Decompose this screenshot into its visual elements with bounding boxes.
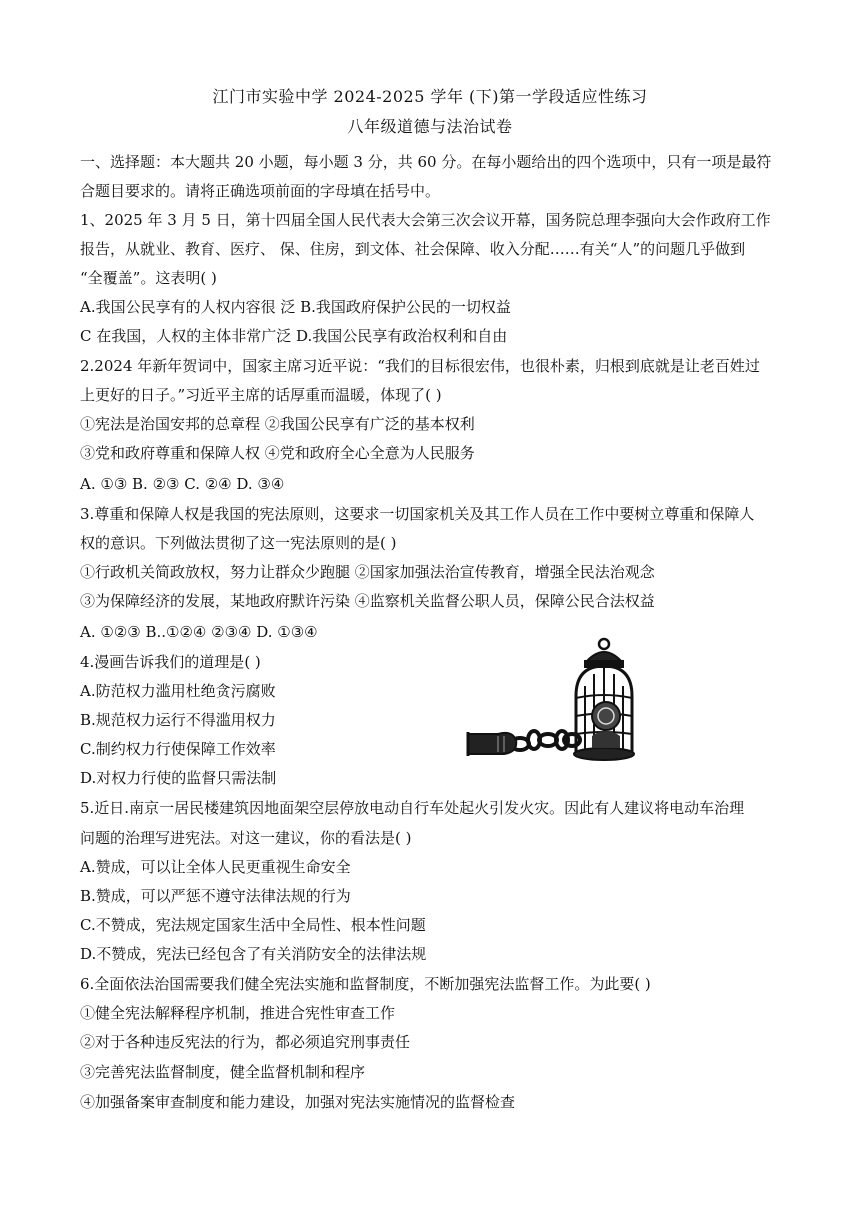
q5-option-d: D.不赞成，宪法已经包含了有关消防安全的法律法规: [80, 945, 427, 963]
section-intro-cont: 合题目要求的。请将正确选项前面的字母填在括号中。: [80, 182, 441, 200]
q2-choices-34: ③党和政府尊重和保障人权 ④党和政府全心全意为人民服务: [80, 444, 475, 462]
q4-option-d: D.对权力行使的监督只需法制: [80, 769, 277, 787]
exam-subtitle: 八年级道德与法治试卷: [347, 117, 513, 136]
q4-option-c: C.制约权力行使保障工作效率: [80, 740, 276, 758]
caged-power-cartoon-icon: [464, 636, 654, 768]
q3-options: A. ①②③ B..①②④ ②③④ D. ①③④: [80, 623, 318, 641]
q5-stem-cont: 问题的治理写进宪法。对这一建议，你的看法是( ): [80, 829, 412, 847]
exam-title: 江门市实验中学 2024-2025 学年 (下)第一学段适应性练习: [212, 87, 648, 106]
q2-stem: 2.2024 年新年贺词中，国家主席习近平说：“我们的目标很宏伟，也很朴素，归根到底就是让老百姓过: [80, 357, 760, 375]
q1-stem: 1、2025 年 3 月 5 日，第十四届全国人民代表大会第三次会议开幕，国务院总理李强向大会作政府工作: [80, 211, 771, 229]
q6-choice-4: ④加强备案审查制度和能力建设，加强对宪法实施情况的监督检查: [80, 1093, 516, 1111]
q6-choice-3: ③完善宪法监督制度，健全监督机制和程序: [80, 1063, 366, 1081]
q4-option-a: A.防范权力滥用杜绝贪污腐败: [80, 682, 276, 700]
q6-stem: 6.全面依法治国需要我们健全宪法实施和监督制度，不断加强宪法监督工作。为此要( ): [80, 975, 651, 993]
q6-choice-2: ②对于各种违反宪法的行为，都必须追究刑事责任: [80, 1033, 411, 1051]
q2-stem-cont: 上更好的日子。”习近平主席的话厚重而温暖，体现了( ): [80, 386, 442, 404]
q1-stem-end: “全覆盖”。这表明( ): [80, 269, 217, 287]
q2-options: A. ①③ B. ②③ C. ②④ D. ③④: [80, 475, 285, 493]
q5-stem: 5.近日.南京一居民楼建筑因地面架空层停放电动自行车处起火引发火灾。因此有人建议将电动车治理: [80, 799, 745, 817]
q1-options-cd: C 在我国，人权的主体非常广泛 D.我国公民享有政治权利和自由: [80, 327, 508, 345]
q1-options-ab: A.我国公民享有的人权内容很 泛 B.我国政府保护公民的一切权益: [80, 298, 511, 316]
q3-stem-cont: 权的意识。下列做法贯彻了这一宪法原则的是( ): [80, 534, 397, 552]
q3-choices-34: ③为保障经济的发展，某地政府默许污染 ④监察机关监督公职人员，保障公民合法权益: [80, 592, 655, 610]
q5-option-a: A.赞成，可以让全体人民更重视生命安全: [80, 858, 351, 876]
section-intro: 一、选择题：本大题共 20 小题，每小题 3 分，共 60 分。在每小题给出的四个选项中，只有一项是最符: [80, 153, 772, 171]
q3-choices-12: ①行政机关简政放权，努力让群众少跑腿 ②国家加强法治宣传教育，增强全民法治观念: [80, 563, 655, 581]
q4-stem: 4.漫画告诉我们的道理是( ): [80, 653, 261, 671]
q1-stem-cont: 报告，从就业、教育、医疗、 保、住房，到文体、社会保障、收入分配……有关“人”的问题几乎做到: [80, 240, 746, 258]
q3-stem: 3.尊重和保障人权是我国的宪法原则，这要求一切国家机关及其工作人员在工作中要树立尊重和保障人: [80, 505, 755, 523]
q6-choice-1: ①健全宪法解释程序机制，推进合宪性审查工作: [80, 1004, 396, 1022]
q5-option-b: B.赞成，可以严惩不遵守法律法规的行为: [80, 887, 351, 905]
q2-choices-12: ①宪法是治国安邦的总章程 ②我国公民享有广泛的基本权利: [80, 415, 475, 433]
q5-option-c: C.不赞成，宪法规定国家生活中全局性、根本性问题: [80, 916, 426, 934]
q4-option-b: B.规范权力运行不得滥用权力: [80, 711, 276, 729]
